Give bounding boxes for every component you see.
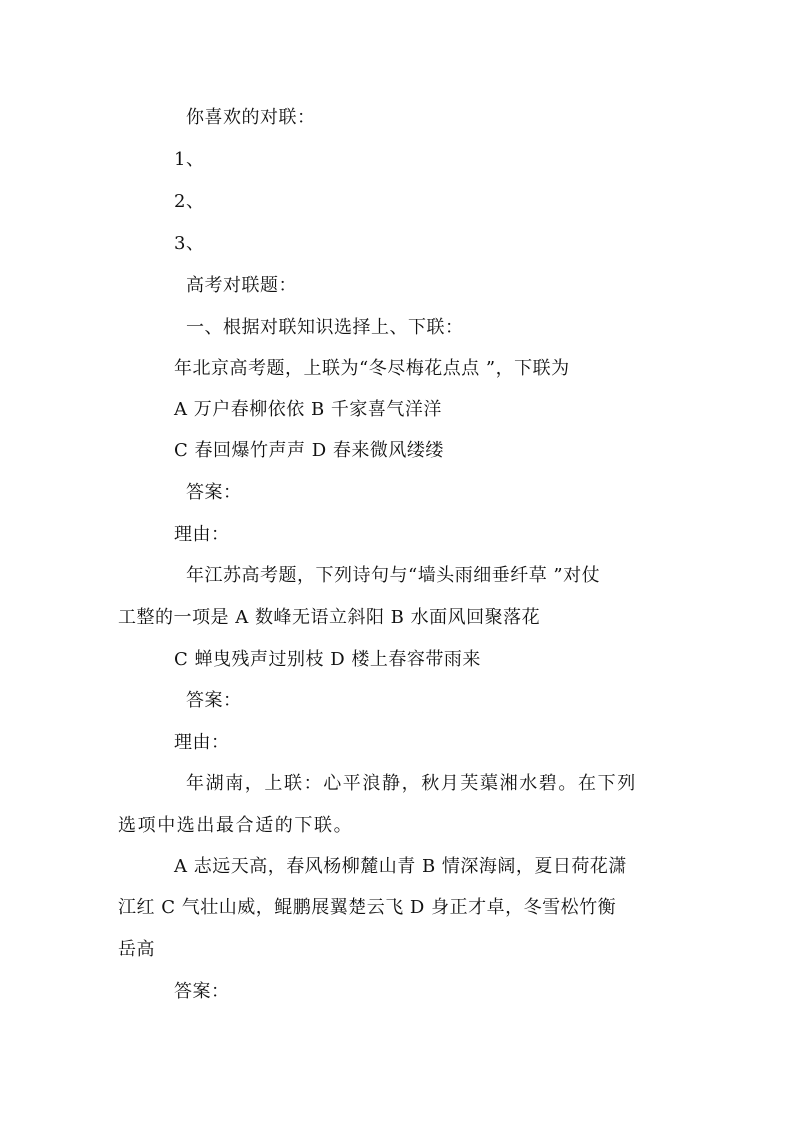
question-3-answer-label: 答案： (174, 981, 230, 1002)
section-heading-exam-couplets: 高考对联题： (186, 275, 297, 296)
question-1-prompt: 年北京高考题，上联为“冬尽梅花点点 ”，下联为 (174, 358, 570, 379)
question-2-prompt: 年江苏高考题，下列诗句与“墙头雨细垂纤草 ”对仗 (186, 565, 601, 586)
question-1-reason-label: 理由： (174, 524, 230, 545)
question-2-reason-label: 理由： (174, 732, 230, 753)
question-3-options-ab: A 志远天高，春风杨柳麓山青 B 情深海阔，夏日荷花潇 (174, 856, 627, 877)
question-3-options-cd: 江红 C 气壮山威，鲲鹏展翼楚云飞 D 身正才卓，冬雪松竹衡 (118, 897, 617, 918)
question-1-answer-label: 答案： (186, 482, 242, 503)
question-instruction: 一、根据对联知识选择上、下联： (186, 317, 464, 338)
list-item-2: 2、 (174, 191, 205, 212)
question-1-options-ab: A 万户春柳依依 B 千家喜气洋洋 (174, 399, 442, 420)
question-2-answer-label: 答案： (186, 690, 242, 711)
question-3-options-cont: 岳高 (118, 939, 155, 960)
question-1-options-cd: C 春回爆竹声声 D 春来微风缕缕 (174, 440, 444, 461)
list-item-3: 3、 (174, 233, 205, 254)
question-3-prompt-cont: 选项中选出最合适的下联。 (118, 815, 354, 836)
question-2-options-cd: C 蝉曳残声过别枝 D 楼上春容带雨来 (174, 649, 481, 670)
list-item-1: 1、 (174, 149, 205, 170)
section-heading-favorite-couplets: 你喜欢的对联： (186, 107, 316, 128)
question-3-prompt: 年湖南，上联：心平浪静，秋月芙蕖湘水碧。在下列 (186, 773, 637, 794)
question-2-prompt-cont: 工整的一项是 A 数峰无语立斜阳 B 水面风回聚落花 (118, 607, 541, 628)
